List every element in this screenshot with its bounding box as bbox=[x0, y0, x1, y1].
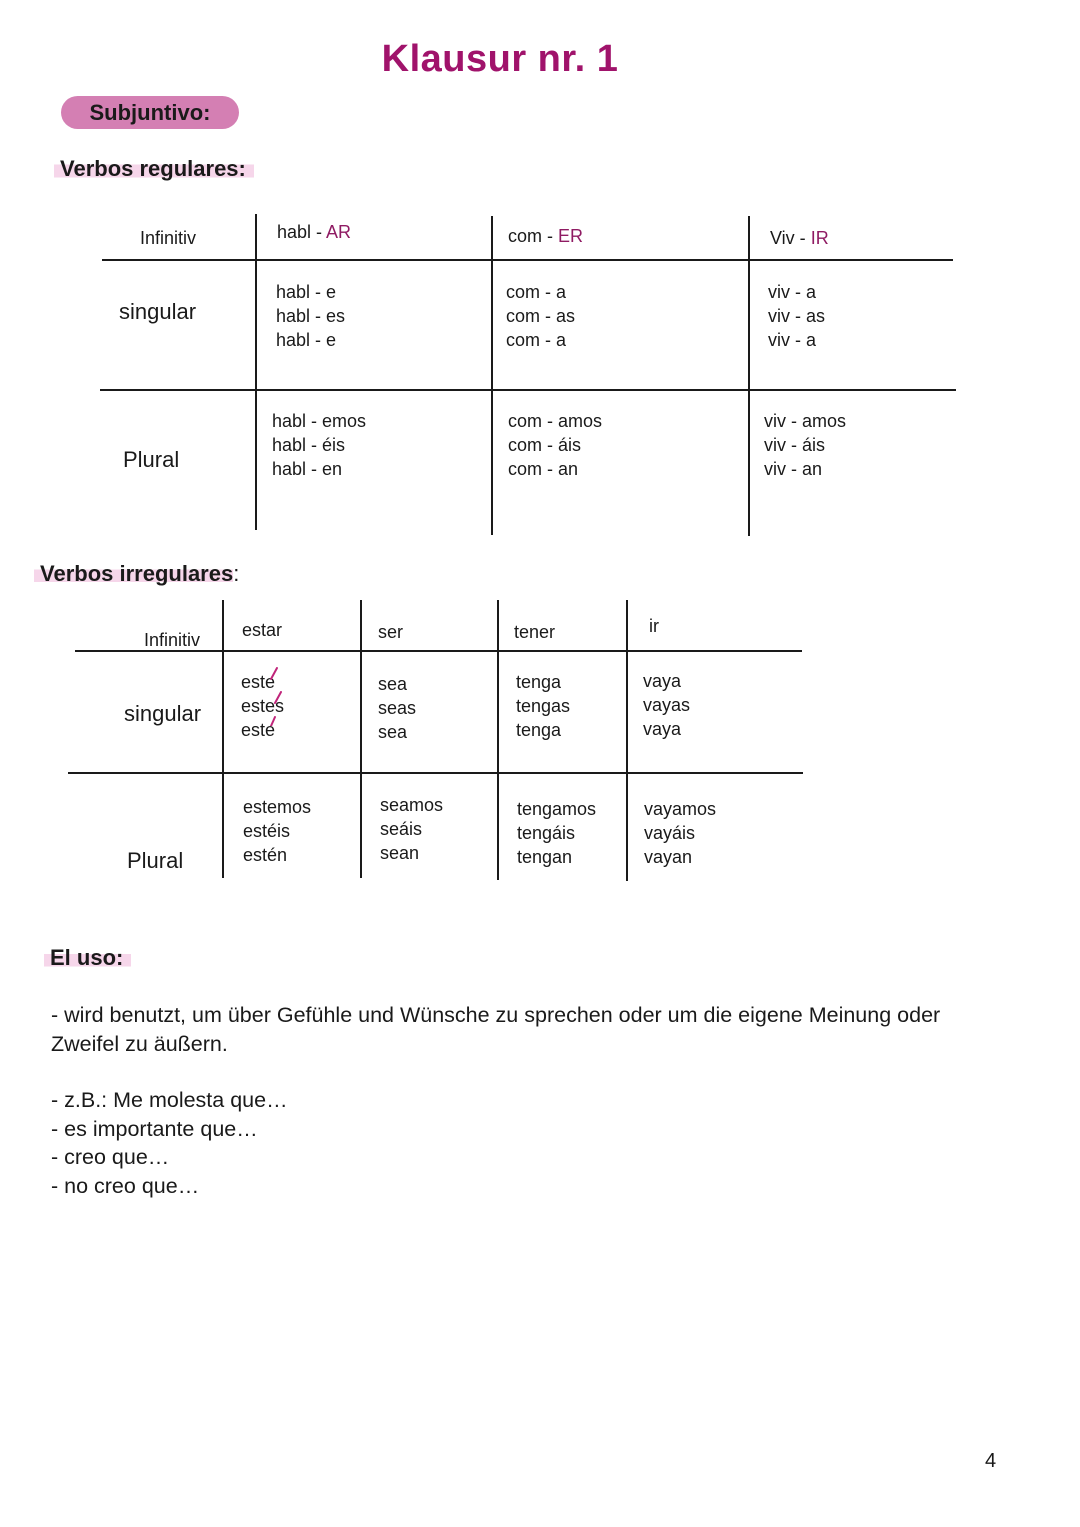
column-header-ir: Viv - IR bbox=[770, 228, 829, 248]
table-row-divider bbox=[100, 389, 956, 391]
table-row-divider bbox=[68, 772, 803, 774]
infinitiv-label: Infinitiv bbox=[140, 228, 197, 248]
conjugation-cell: tengamos tengáis tengan bbox=[517, 799, 597, 867]
conjugation-cell: sea seas sea bbox=[378, 674, 417, 742]
infinitiv-label: Infinitiv bbox=[144, 630, 201, 650]
conjugation-cell: com - amos com - áis com - an bbox=[508, 411, 603, 479]
column-header-ir: ir bbox=[649, 616, 659, 636]
conjugation-cell: habl - e habl - es habl - e bbox=[276, 282, 346, 350]
list-item: - z.B.: Me molesta que… bbox=[51, 1088, 288, 1112]
singular-label: singular bbox=[119, 299, 197, 324]
conjugation-cell: tenga tengas tenga bbox=[516, 672, 571, 740]
plural-label: Plural bbox=[123, 447, 180, 472]
column-header-tener: tener bbox=[514, 622, 556, 642]
accent-mark-icon bbox=[266, 666, 282, 726]
table-row-divider bbox=[102, 259, 953, 261]
page-number: 4 bbox=[985, 1450, 997, 1472]
table-column-divider bbox=[255, 214, 257, 530]
table-column-divider bbox=[497, 600, 499, 880]
conjugation-cell: seamos seáis sean bbox=[380, 795, 444, 863]
conjugation-cell: vaya vayas vaya bbox=[643, 671, 691, 739]
singular-label: singular bbox=[124, 701, 202, 726]
conjugation-cell: habl - emos habl - éis habl - en bbox=[272, 411, 367, 479]
regular-verbs-heading: Verbos regulares: bbox=[54, 156, 254, 182]
table-column-divider bbox=[491, 216, 493, 535]
conjugation-cell: com - a com - as com - a bbox=[506, 282, 576, 350]
plural-label: Plural bbox=[127, 848, 184, 873]
list-item: - es importante que… bbox=[51, 1116, 258, 1141]
list-item: - creo que… bbox=[51, 1145, 170, 1169]
uso-paragraph: - wird benutzt, um über Gefühle und Wünsche zu sprechen oder um die eigene Meinung oder Zweifel zu äußern. bbox=[51, 1003, 941, 1056]
conjugation-cell: viv - a viv - as viv - a bbox=[768, 282, 826, 350]
conjugation-cell: este estes este bbox=[241, 672, 285, 740]
table-column-divider bbox=[222, 600, 224, 878]
table-column-divider bbox=[748, 216, 750, 536]
uso-examples-list bbox=[51, 1086, 288, 1200]
irregular-verbs-heading: Verbos irregulares: bbox=[34, 561, 239, 587]
table-column-divider bbox=[626, 600, 628, 881]
column-header-ser: ser bbox=[378, 622, 404, 642]
column-header-estar: estar bbox=[242, 620, 283, 640]
table-column-divider bbox=[360, 600, 362, 878]
column-header-ar: habl - AR bbox=[277, 222, 352, 242]
column-header-er: com - ER bbox=[508, 226, 584, 246]
uso-heading: El uso: bbox=[44, 945, 131, 971]
conjugation-cell: estemos estéis estén bbox=[243, 797, 312, 865]
topic-badge: Subjuntivo: bbox=[61, 96, 239, 129]
conjugation-cell: viv - amos viv - áis viv - an bbox=[764, 411, 847, 479]
page-title: Klausur nr. 1 bbox=[381, 38, 619, 80]
conjugation-cell: vayamos vayáis vayan bbox=[644, 799, 717, 867]
list-item: - no creo que… bbox=[51, 1173, 200, 1198]
